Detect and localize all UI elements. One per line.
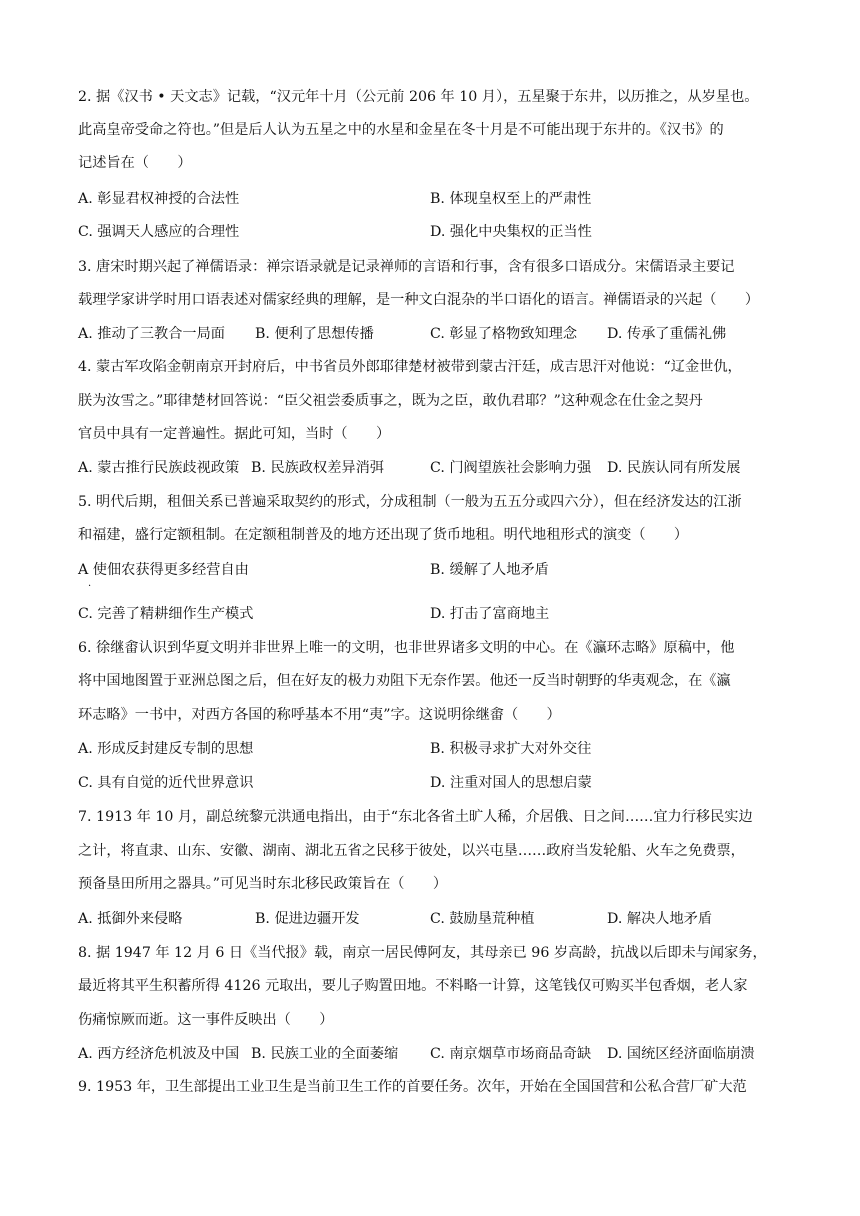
question-8-option-d[interactable]: D. 国统区经济面临崩溃 [607,1046,755,1062]
question-3-option-a[interactable]: A. 推动了三教合一局面 [78,326,225,342]
question-7-option-c[interactable]: C. 鼓励垦荒种植 [430,911,535,927]
question-7-line-2: 之计，将直隶、山东、安徽、湖南、湖北五省之民移于彼处，以兴屯垦……政府当发轮船、火车之免费票， [78,843,745,859]
question-8-line-3: 伤痛惊厥而逝。这一事件反映出（ ） [78,1012,334,1028]
question-7-option-a[interactable]: A. 抵御外来侵略 [78,911,183,927]
question-7-option-d[interactable]: D. 解决人地矛盾 [607,911,713,927]
question-7-line-3: 预备垦田所用之器具。”可见当时东北移民政策旨在（ ） [78,876,448,892]
question-3-line-1: 3. 唐宋时期兴起了禅儒语录：禅宗语录就是记录禅师的言语和行事，含有很多口语成分。宋儒语录主要记 [78,259,735,275]
question-6-line-1: 6. 徐继畬认识到华夏文明并非世界上唯一的文明，也非世界诸多文明的中心。在《瀛环志略》原稿中，他 [78,640,735,656]
question-3-option-c[interactable]: C. 彰显了格物致知理念 [430,326,578,342]
question-2-line-2: 此高皇帝受命之符也。”但是后人认为五星之中的水星和金星在冬十月是不可能出现于东井的。《汉书》的 [78,122,724,138]
question-3-line-2: 载理学家讲学时用口语表述对儒家经典的理解，是一种文白混杂的半口语化的语言。禅儒语录的兴起（ ） [78,292,760,308]
question-2-option-d[interactable]: D. 强化中央集权的正当性 [430,224,592,240]
question-4-option-c[interactable]: C. 门阀望族社会影响力强 [430,460,592,476]
question-2-line-3: 记述旨在（ ） [78,155,192,171]
question-8-line-1: 8. 据 1947 年 12 月 6 日《当代报》载，南京一居民傅阿友，其母亲已 96 岁高龄，抗战以后即未与闻家务， [78,945,767,961]
question-5-option-b[interactable]: B. 缓解了人地矛盾 [430,562,549,578]
question-6-option-d[interactable]: D. 注重对国人的思想启蒙 [430,775,592,791]
question-5-option-a[interactable]: A 使佃农获得更多经营自由 [78,562,249,578]
question-3-option-d[interactable]: D. 传承了重儒礼佛 [607,326,727,342]
question-7-option-b[interactable]: B. 促进边疆开发 [255,911,360,927]
question-8-option-c[interactable]: C. 南京烟草市场商品奇缺 [430,1046,592,1062]
question-4-option-a[interactable]: A. 蒙古推行民族歧视政策 [78,460,240,476]
question-6-option-a[interactable]: A. 形成反封建反专制的思想 [78,741,254,757]
question-7-line-1: 7. 1913 年 10 月，副总统黎元洪通电指出，由于“东北各省土旷人稀，介居俄、日之间……宜力行移民实边 [78,809,753,825]
question-5-line-2: 和福建，盛行定额租制。在定额租制普及的地方还出现了货币地租。明代地租形式的演变（ ） [78,527,689,543]
question-9-line-1: 9. 1953 年，卫生部提出工业卫生是当前卫生工作的首要任务。次年，开始在全国国营和公私合营厂矿大范 [78,1079,747,1095]
question-8-option-b[interactable]: B. 民族工业的全面萎缩 [251,1046,399,1062]
question-5-line-1: 5. 明代后期，租佃关系已普遍采取契约的形式，分成租制（一般为五五分或四六分），但在经济发达的江浙 [78,494,742,510]
question-6-option-c[interactable]: C. 具有自觉的近代世界意识 [78,775,254,791]
question-6-line-2: 将中国地图置于亚洲总图之后，但在好友的极力劝阻下无奈作罢。他还一反当时朝野的华夷观念，在《瀛 [78,673,731,689]
question-4-line-1: 4. 蒙古军攻陷金朝南京开封府后，中书省员外郎耶律楚材被带到蒙古汗廷，成吉思汗对他说：“辽金世仇， [78,359,742,375]
decimal-dot: · [88,581,92,592]
question-4-line-2: 朕为汝雪之。”耶律楚材回答说：“臣父祖尝委质事之，既为之臣，敢仇君耶？”这种观念在仕金之契丹 [78,393,703,409]
question-8-option-a[interactable]: A. 西方经济危机波及中国 [78,1046,240,1062]
question-8-line-2: 最近将其平生积蓄所得 4126 元取出，要儿子购置田地。不料略一计算，这笔钱仅可购买半包香烟，老人家 [78,978,748,994]
question-6-line-3: 环志略》一书中，对西方各国的称呼基本不用“夷”字。这说明徐继畬（ ） [78,707,561,723]
question-5-option-d[interactable]: D. 打击了富商地主 [430,606,550,622]
question-2-line-1: 2. 据《汉书 • 天文志》记载，“汉元年十月（公元前 206 年 10 月），五星聚于东井，以历推之，从岁星也。 [78,89,759,105]
question-3-option-b[interactable]: B. 便利了思想传播 [255,326,374,342]
question-5-option-c[interactable]: C. 完善了精耕细作生产模式 [78,606,254,622]
question-4-option-d[interactable]: D. 民族认同有所发展 [607,460,741,476]
question-4-option-b[interactable]: B. 民族政权差异消弭 [251,460,384,476]
question-2-option-c[interactable]: C. 强调天人感应的合理性 [78,224,240,240]
question-2-option-a[interactable]: A. 彰显君权神授的合法性 [78,191,240,207]
question-4-line-3: 官员中具有一定普遍性。据此可知，当时（ ） [78,426,391,442]
question-2-option-b[interactable]: B. 体现皇权至上的严肃性 [430,191,592,207]
question-6-option-b[interactable]: B. 积极寻求扩大对外交往 [430,741,592,757]
